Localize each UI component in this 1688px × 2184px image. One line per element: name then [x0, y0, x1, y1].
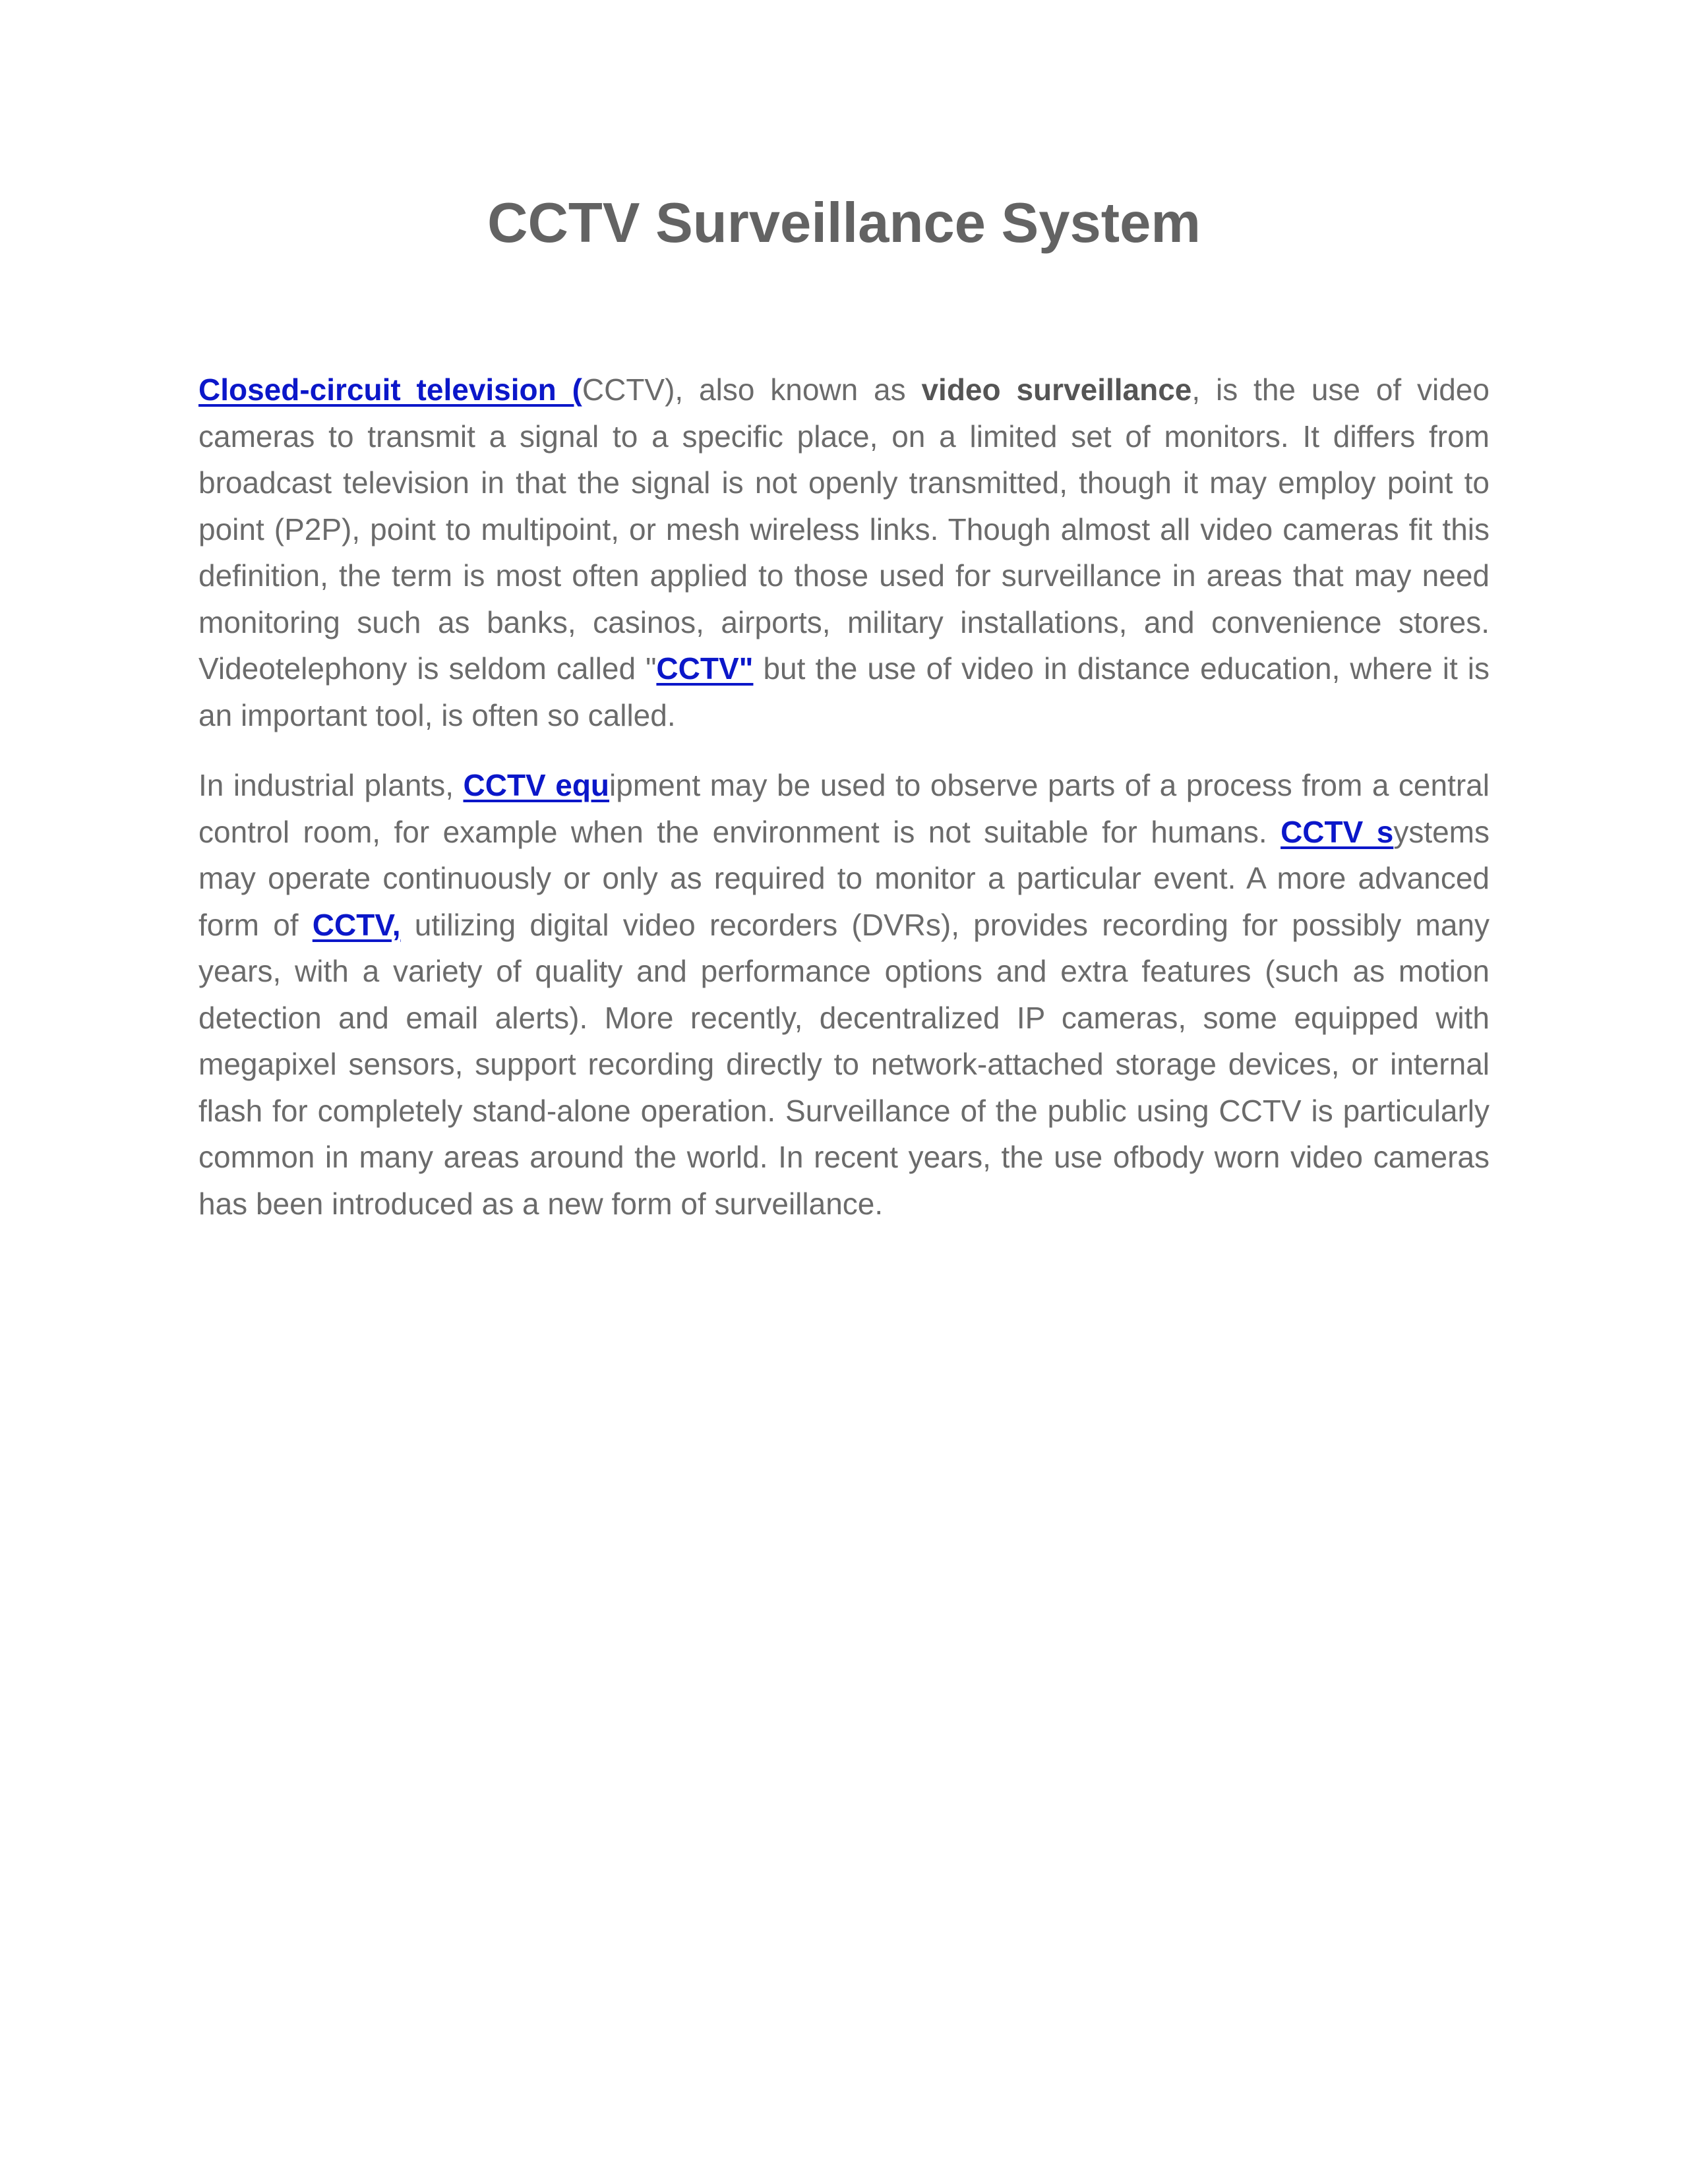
- paragraph-2-text-d: utilizing digital video recorders (DVRs), provides recording for possibly many years, with a variety of quality and performance options and extra features (such as motion detection and email alerts). More recently, decentralized IP cameras, some equipped with megapixel sensors, support recording directly to network-attached storage devices, or internal flash for completely stand-alone operation. Surveillance of the public using CCTV is particularly common in many areas around the world. In recent years, the use ofbody worn video cameras has been introduced as a new form of surveillance.: [198, 907, 1490, 1221]
- link-cctv-systems[interactable]: CCTV s: [1281, 814, 1394, 849]
- paragraph-1-text-c: but the use of video in distance education, where it is an important tool, is often so called.: [198, 651, 1490, 732]
- link-cctv-equipment[interactable]: [464, 768, 610, 802]
- page-title: CCTV Surveillance System: [487, 192, 1201, 254]
- bold-video-surveillance: video surveillance: [921, 372, 1192, 407]
- paragraph-1: [198, 367, 1490, 738]
- link-cctv-equipment-label: CCTV equ: [463, 768, 610, 802]
- link-cctv-comma[interactable]: CCTV,: [312, 907, 401, 942]
- link-cctv-quoted[interactable]: CCTV": [656, 651, 754, 686]
- paragraph-2: [198, 762, 1490, 1227]
- paragraph-2-text-b: ipment may be used to observe parts of a process from a central control room, for example when the environment is not suitable for humans.: [198, 768, 1490, 849]
- link-closed-circuit-television[interactable]: Closed-circuit television (: [198, 372, 582, 407]
- paragraph-2-text-c: ystems may operate continuously or only as required to monitor a particular event. A more advanced form of: [198, 814, 1490, 942]
- paragraph-1-text-a: CCTV), also known as: [582, 372, 922, 407]
- document-body: [198, 367, 1490, 1251]
- paragraph-1-text-b: , is the use of video cameras to transmit a signal to a specific place, on a limited set of monitors. It differs from broadcast television in that the signal is not openly transmitted, though it may employ point to point (P2P), point to multipoint, or mesh wireless links. Though almost all video cameras fit this definition, the term is most often applied to those used for surveillance in areas that may need monitoring such as banks, casinos, airports, military installations, and convenience stores. Videotelephony is seldom called ": [198, 372, 1490, 686]
- paragraph-2-text-a: In industrial plants,: [198, 768, 464, 802]
